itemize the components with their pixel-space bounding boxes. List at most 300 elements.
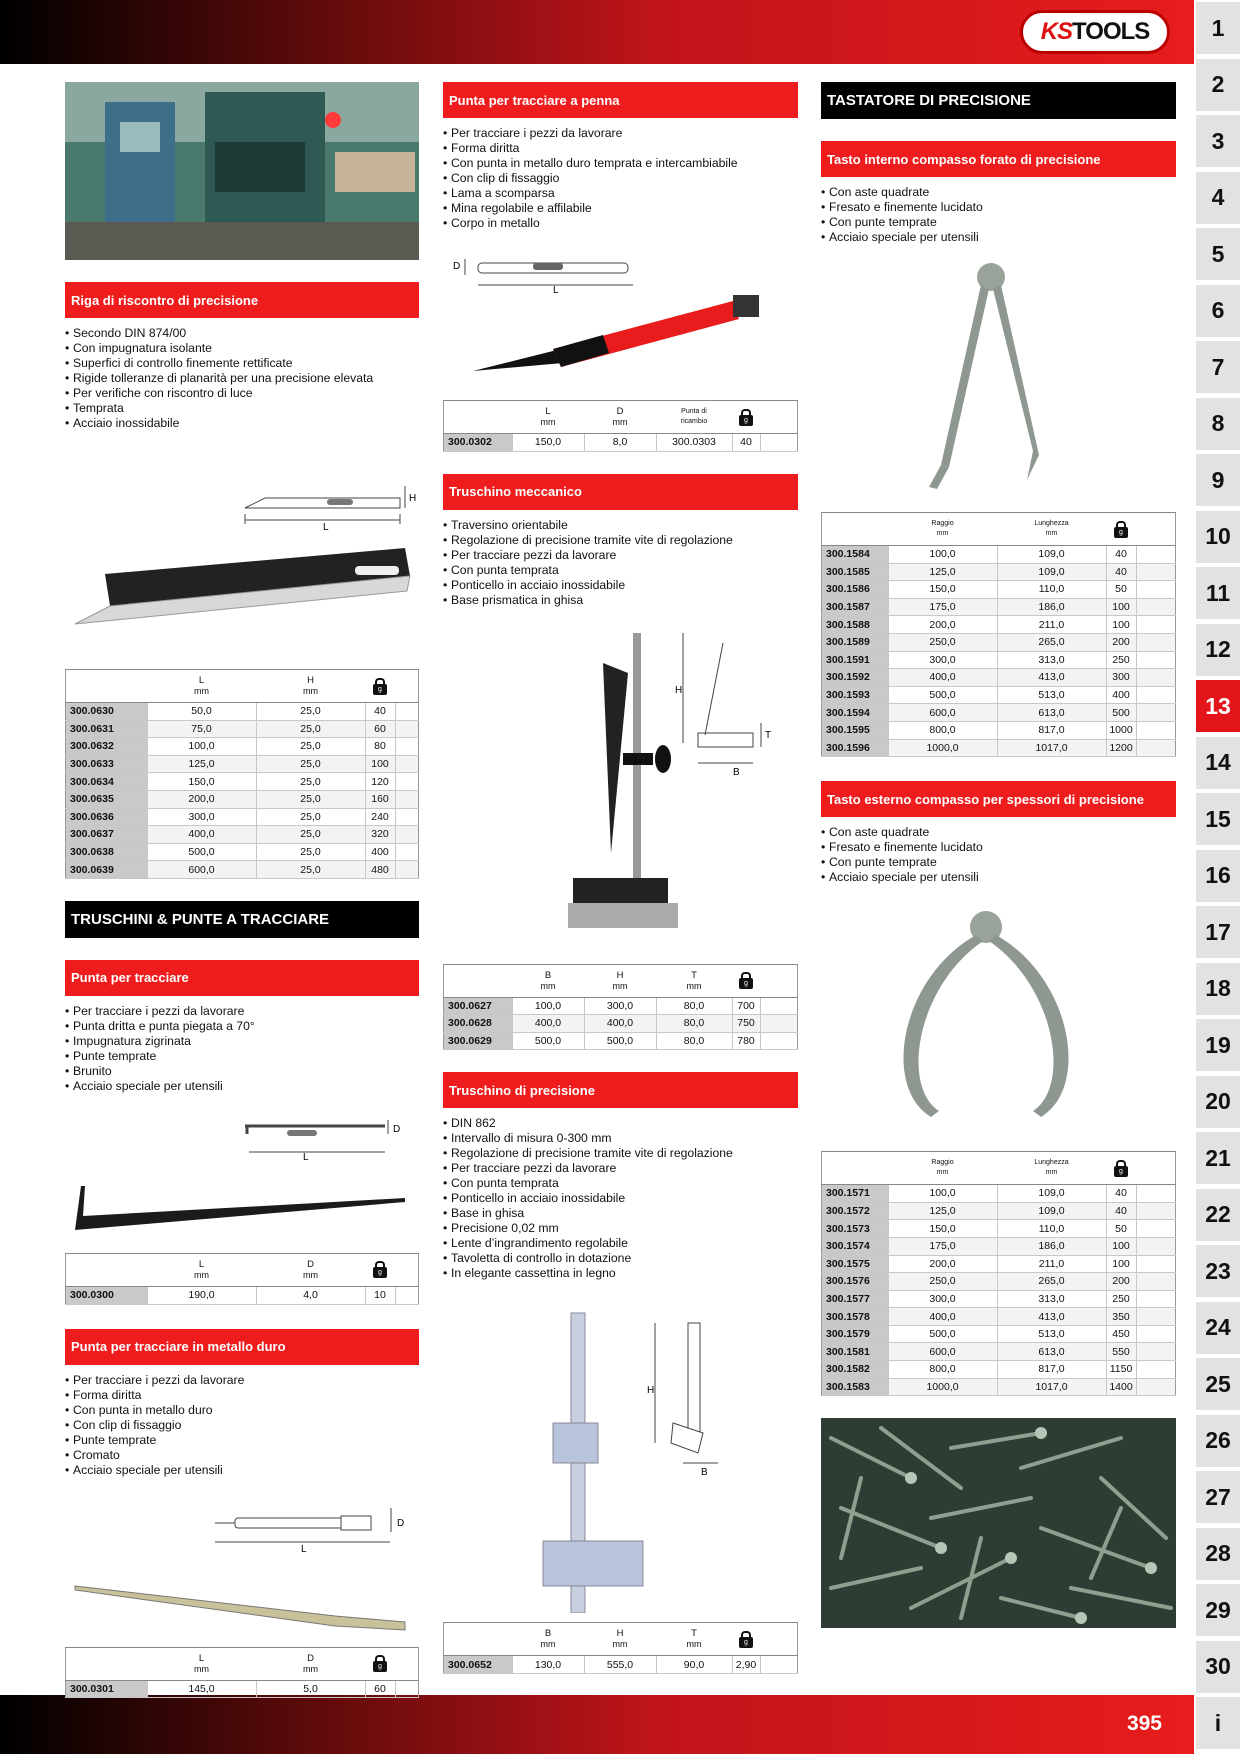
chapter-tab-22[interactable]: 22 <box>1196 1189 1240 1241</box>
table-row <box>822 1202 1176 1220</box>
table-cell: 613,0 <box>997 704 1106 722</box>
table-cell-empty <box>1136 721 1176 739</box>
table-cell: 145,0 <box>147 1680 256 1698</box>
table-cell: 300.0303 <box>656 434 732 452</box>
table-row <box>822 546 1176 564</box>
weight-icon: g <box>1114 521 1128 538</box>
feature-item: • Acciaio speciale per utensili <box>821 230 1176 245</box>
table-cell: 25,0 <box>256 808 365 826</box>
table-cell: 300 <box>1106 669 1136 687</box>
article-code: 300.1584 <box>822 546 889 564</box>
chapter-tab-10[interactable]: 10 <box>1196 511 1240 563</box>
section-header-precisione: Truschino di precisione <box>443 1072 798 1108</box>
esterno-feature-list <box>821 825 1176 885</box>
table-cell: 400 <box>365 843 395 861</box>
chapter-tab-i[interactable]: i <box>1196 1697 1240 1749</box>
table-cell-empty <box>1136 1220 1176 1238</box>
table-cell-empty <box>1136 546 1176 564</box>
precision-height-gauge-image <box>443 1293 798 1613</box>
chapter-tab-1[interactable]: 1 <box>1196 2 1240 54</box>
table-cell: 40 <box>365 703 395 721</box>
chapter-tab-18[interactable]: 18 <box>1196 963 1240 1015</box>
meccanico-feature-list <box>443 518 798 608</box>
table-row <box>822 1378 1176 1396</box>
chapter-tab-15[interactable]: 15 <box>1196 793 1240 845</box>
table-cell: 1000,0 <box>888 1378 997 1396</box>
table-cell: 450 <box>1106 1325 1136 1343</box>
table-cell: 109,0 <box>997 563 1106 581</box>
table-row <box>444 1656 798 1674</box>
esterno-spec-table: Raggio mm Lunghezza mm g 300.1571 100,0 109,0 40 300.1572 125,0 109,0 40 300.1573 150,0 110,0 50 300.1574 175,0 186,0 100 300.1575 200,0 211,0 100 300.1576 250,0 265,0 200 300.1577 300,0 313,0 250 300.1578 400,0 413,0 350 300.1579 500,0 513,0 450 300.1581 600,0 613,0 550 300.1582 800,0 817,0 1150 300.1583 1000,0 1017,0 1400 <box>821 1151 1176 1396</box>
table-cell: 200,0 <box>147 790 256 808</box>
feature-item: • Forma diritta <box>65 1388 419 1403</box>
ruler-dim-H: H <box>409 493 417 504</box>
table-cell: 109,0 <box>997 1202 1106 1220</box>
ks-tools-logo: KS TOOLS <box>1020 10 1170 54</box>
table-cell: 25,0 <box>256 843 365 861</box>
table-cell: 1150 <box>1106 1361 1136 1379</box>
feature-item: • Per tracciare pezzi da lavorare <box>443 1161 798 1176</box>
table-row <box>66 826 419 844</box>
feature-item: • Temprata <box>65 401 419 416</box>
table-cell-empty <box>1136 1361 1176 1379</box>
table-cell: 300,0 <box>888 1290 997 1308</box>
inside-caliper-image <box>821 255 1176 505</box>
table-cell: 40 <box>1106 563 1136 581</box>
table-cell-empty <box>395 1680 419 1698</box>
article-code: 300.0632 <box>66 738 148 756</box>
table-cell: 1400 <box>1106 1378 1136 1396</box>
table-row <box>822 721 1176 739</box>
article-code: 300.1587 <box>822 598 889 616</box>
table-cell-empty <box>395 861 419 879</box>
table-cell: 350 <box>1106 1308 1136 1326</box>
table-cell-empty <box>395 720 419 738</box>
table-cell-empty <box>1136 1185 1176 1203</box>
interno-spec-table: Raggio mm Lunghezza mm g 300.1584 100,0 109,0 40 300.1585 125,0 109,0 40 300.1586 150,0 110,0 50 300.1587 175,0 186,0 100 300.1588 200,0 211,0 100 300.1589 250,0 265,0 200 300.1591 300,0 313,0 250 300.1592 400,0 413,0 300 300.1593 500,0 513,0 400 300.1594 600,0 613,0 500 300.1595 800,0 817,0 1000 300.1596 1000,0 1017,0 1200 <box>821 512 1176 757</box>
article-code: 300.0638 <box>66 843 148 861</box>
table-cell: 40 <box>1106 1202 1136 1220</box>
feature-item: • Acciaio inossidabile <box>65 416 419 431</box>
table-cell: 817,0 <box>997 1361 1106 1379</box>
article-code: 300.1595 <box>822 721 889 739</box>
table-cell-empty <box>1136 739 1176 757</box>
table-cell-empty <box>1136 1255 1176 1273</box>
article-code: 300.1571 <box>822 1185 889 1203</box>
table-row <box>822 598 1176 616</box>
page-number: 395 <box>1126 1712 1162 1735</box>
table-cell: 40 <box>1106 546 1136 564</box>
feature-item: • Per tracciare i pezzi da lavorare <box>65 1004 419 1019</box>
chapter-tab-17[interactable]: 17 <box>1196 906 1240 958</box>
table-cell-empty <box>1136 1343 1176 1361</box>
punta-feature-list <box>65 1004 419 1094</box>
table-cell: 1017,0 <box>997 739 1106 757</box>
gauge-dim-T: T <box>765 729 772 741</box>
table-cell: 513,0 <box>997 686 1106 704</box>
article-code: 300.0300 <box>66 1286 148 1304</box>
feature-item: • Con aste quadrate <box>821 185 1176 200</box>
pen-dim-D: D <box>453 261 461 272</box>
feature-item: • Lente d’ingrandimento regolabile <box>443 1236 798 1251</box>
chapter-tab-5[interactable]: 5 <box>1196 228 1240 280</box>
table-row <box>822 1308 1176 1326</box>
feature-item: • Superfici di controllo finemente rettificate <box>65 356 419 371</box>
chapter-tab-12[interactable]: 12 <box>1196 624 1240 676</box>
article-code: 300.1593 <box>822 686 889 704</box>
table-cell: 40 <box>732 434 760 452</box>
section-header-punta: Punta per tracciare <box>65 960 419 996</box>
table-cell: 250,0 <box>888 633 997 651</box>
table-cell-empty <box>760 434 798 452</box>
table-cell: 300,0 <box>584 997 656 1015</box>
table-row <box>444 434 798 452</box>
table-cell: 400 <box>1106 686 1136 704</box>
feature-item: • Traversino orientabile <box>443 518 798 533</box>
table-cell: 80 <box>365 738 395 756</box>
feature-item: • Mina regolabile e affilabile <box>443 201 798 216</box>
section-title-truschini: TRUSCHINI & PUNTE A TRACCIARE <box>65 901 419 938</box>
feature-item: • Con impugnatura isolante <box>65 341 419 356</box>
table-cell: 413,0 <box>997 669 1106 687</box>
table-cell-empty <box>395 755 419 773</box>
chapter-tab-26[interactable]: 26 <box>1196 1415 1240 1467</box>
weight-icon: g <box>739 1631 753 1648</box>
table-cell: 513,0 <box>997 1325 1106 1343</box>
table-cell: 800,0 <box>888 721 997 739</box>
workshop-photo <box>65 82 419 260</box>
article-code: 300.1578 <box>822 1308 889 1326</box>
table-cell: 313,0 <box>997 1290 1106 1308</box>
feature-item: • Brunito <box>65 1064 419 1079</box>
article-code: 300.0637 <box>66 826 148 844</box>
table-cell: 5,0 <box>256 1680 365 1698</box>
table-cell-empty <box>1136 669 1176 687</box>
ruler-dim-L: L <box>323 522 329 533</box>
table-row <box>822 581 1176 599</box>
chapter-tab-30[interactable]: 30 <box>1196 1641 1240 1693</box>
table-cell-empty <box>1136 1290 1176 1308</box>
feature-item: • Con clip di fissaggio <box>443 171 798 186</box>
section-header-punta-md: Punta per tracciare in metallo duro <box>65 1329 419 1365</box>
table-row <box>822 1290 1176 1308</box>
table-cell: 550 <box>1106 1343 1136 1361</box>
chapter-tab-4[interactable]: 4 <box>1196 172 1240 224</box>
table-cell: 100 <box>1106 598 1136 616</box>
feature-item: • Con punta temprata <box>443 1176 798 1191</box>
table-row <box>822 1185 1176 1203</box>
table-cell-empty <box>395 738 419 756</box>
precision-dim-H: H <box>647 1385 655 1397</box>
chapter-tab-25[interactable]: 25 <box>1196 1358 1240 1410</box>
table-cell: 50 <box>1106 1220 1136 1238</box>
feature-item: • Tavoletta di controllo in dotazione <box>443 1251 798 1266</box>
table-cell: 750 <box>732 1015 760 1033</box>
page-footer-bar <box>0 1695 1194 1754</box>
table-row <box>66 843 419 861</box>
table-cell: 500,0 <box>512 1032 584 1050</box>
table-cell: 190,0 <box>147 1286 256 1304</box>
table-cell: 265,0 <box>997 633 1106 651</box>
table-cell: 10 <box>365 1286 395 1304</box>
article-code: 300.1591 <box>822 651 889 669</box>
feature-item: • Base prismatica in ghisa <box>443 593 798 608</box>
table-row <box>822 651 1176 669</box>
chapter-tab-27[interactable]: 27 <box>1196 1471 1240 1523</box>
chapter-tab-14[interactable]: 14 <box>1196 737 1240 789</box>
article-code: 300.0629 <box>444 1032 513 1050</box>
table-cell-empty <box>1136 686 1176 704</box>
chapter-tab-21[interactable]: 21 <box>1196 1132 1240 1184</box>
feature-item: • Fresato e finemente lucidato <box>821 200 1176 215</box>
table-row <box>66 861 419 879</box>
feature-item: • Forma diritta <box>443 141 798 156</box>
table-cell: 60 <box>365 1680 395 1698</box>
table-row <box>822 563 1176 581</box>
table-cell-empty <box>395 790 419 808</box>
table-cell-empty <box>760 1032 798 1050</box>
table-row <box>66 1680 419 1698</box>
feature-item: • Con punte temprate <box>821 215 1176 230</box>
chapter-tab-19[interactable]: 19 <box>1196 1019 1240 1071</box>
table-cell: 1200 <box>1106 739 1136 757</box>
precision-dim-B: B <box>701 1467 708 1479</box>
table-cell: 125,0 <box>147 755 256 773</box>
feature-item: • Con punta in metallo duro temprata e intercambiabile <box>443 156 798 171</box>
pen-scriber-image <box>443 241 798 391</box>
weight-icon: g <box>373 1261 387 1278</box>
table-cell: 613,0 <box>997 1343 1106 1361</box>
column-3 <box>821 82 1176 1633</box>
punta-spec-table: L mm D mm g 300.0300 190,0 4,0 10 <box>65 1253 419 1305</box>
weight-icon: g <box>739 972 753 989</box>
table-cell-empty <box>1136 563 1176 581</box>
article-code: 300.0633 <box>66 755 148 773</box>
table-cell: 150,0 <box>888 1220 997 1238</box>
table-cell-empty <box>1136 633 1176 651</box>
table-cell: 25,0 <box>256 773 365 791</box>
chapter-tab-28[interactable]: 28 <box>1196 1528 1240 1580</box>
table-cell: 200,0 <box>888 1255 997 1273</box>
article-code: 300.1576 <box>822 1273 889 1291</box>
interno-feature-list <box>821 185 1176 245</box>
table-cell: 400,0 <box>147 826 256 844</box>
chapter-tab-6[interactable]: 6 <box>1196 285 1240 337</box>
table-cell: 1000 <box>1106 721 1136 739</box>
table-row <box>66 720 419 738</box>
feature-item: • Regolazione di precisione tramite vite di regolazione <box>443 533 798 548</box>
table-cell-empty <box>395 808 419 826</box>
article-code: 300.0636 <box>66 808 148 826</box>
article-code: 300.1581 <box>822 1343 889 1361</box>
chapter-tab-16[interactable]: 16 <box>1196 850 1240 902</box>
section-header-interno: Tasto interno compasso forato di precisione <box>821 141 1176 177</box>
section-header-esterno: Tasto esterno compasso per spessori di precisione <box>821 781 1176 817</box>
table-cell: 250 <box>1106 651 1136 669</box>
chapter-tab-11[interactable]: 11 <box>1196 567 1240 619</box>
table-cell: 60 <box>365 720 395 738</box>
table-cell-empty <box>1136 581 1176 599</box>
table-cell: 109,0 <box>997 1185 1106 1203</box>
article-code: 300.0652 <box>444 1656 513 1674</box>
table-cell-empty <box>760 1656 798 1674</box>
table-cell: 200,0 <box>888 616 997 634</box>
article-code: 300.0302 <box>444 434 513 452</box>
table-cell-empty <box>1136 704 1176 722</box>
carbide-scriber-image <box>65 1498 419 1638</box>
penna-feature-list <box>443 126 798 231</box>
table-cell-empty <box>1136 651 1176 669</box>
table-cell: 200 <box>1106 633 1136 651</box>
calipers-pile-photo <box>821 1418 1176 1628</box>
table-cell-empty <box>1136 1378 1176 1396</box>
chapter-tab-20[interactable]: 20 <box>1196 1076 1240 1128</box>
table-row <box>444 1032 798 1050</box>
table-cell: 100,0 <box>888 1185 997 1203</box>
table-cell: 150,0 <box>147 773 256 791</box>
chapter-tab-7[interactable]: 7 <box>1196 341 1240 393</box>
chapter-tab-24[interactable]: 24 <box>1196 1302 1240 1354</box>
table-cell: 211,0 <box>997 616 1106 634</box>
riga-spec-table: L mm H mm g 300.0630 50,0 25,0 40 300.0631 75,0 25,0 60 300.0632 100,0 25,0 80 300.0633 125,0 25,0 100 300.0634 150,0 25,0 120 300.0635 200,0 25,0 160 300.0636 300,0 25,0 240 300.0637 400,0 25,0 320 300.0638 500,0 25,0 400 300.0639 600,0 25,0 480 <box>65 669 419 879</box>
table-row <box>822 1343 1176 1361</box>
feature-item: • Punta dritta e punta piegata a 70° <box>65 1019 419 1034</box>
table-cell: 109,0 <box>997 546 1106 564</box>
table-cell: 125,0 <box>888 563 997 581</box>
table-cell: 400,0 <box>888 669 997 687</box>
table-cell: 400,0 <box>512 1015 584 1033</box>
table-row <box>822 1220 1176 1238</box>
table-cell: 25,0 <box>256 720 365 738</box>
article-code: 300.1574 <box>822 1237 889 1255</box>
table-cell: 250 <box>1106 1290 1136 1308</box>
table-cell: 555,0 <box>584 1656 656 1674</box>
feature-item: • Con aste quadrate <box>821 825 1176 840</box>
feature-item: • Con punta temprata <box>443 563 798 578</box>
chapter-tab-3[interactable]: 3 <box>1196 115 1240 167</box>
feature-item: • Base in ghisa <box>443 1206 798 1221</box>
feature-item: • Ponticello in acciaio inossidabile <box>443 578 798 593</box>
table-cell: 80,0 <box>656 997 732 1015</box>
table-cell: 100 <box>365 755 395 773</box>
feature-item: • Per tracciare i pezzi da lavorare <box>443 126 798 141</box>
table-cell: 100,0 <box>888 546 997 564</box>
feature-item: • Punte temprate <box>65 1049 419 1064</box>
chapter-tab-9[interactable]: 9 <box>1196 454 1240 506</box>
table-row <box>444 1015 798 1033</box>
scriber-dim-D: D <box>393 1123 401 1135</box>
chapter-tab-8[interactable]: 8 <box>1196 398 1240 450</box>
article-code: 300.1586 <box>822 581 889 599</box>
table-cell: 817,0 <box>997 721 1106 739</box>
table-row <box>822 1361 1176 1379</box>
table-row <box>822 1325 1176 1343</box>
feature-item: • Impugnatura zigrinata <box>65 1034 419 1049</box>
carbide-dim-L: L <box>301 1543 307 1555</box>
chapter-tab-29[interactable]: 29 <box>1196 1584 1240 1636</box>
punta-md-feature-list <box>65 1373 419 1478</box>
weight-icon: g <box>1114 1160 1128 1177</box>
section-header-penna: Punta per tracciare a penna <box>443 82 798 118</box>
article-code: 300.1592 <box>822 669 889 687</box>
table-cell-empty <box>1136 616 1176 634</box>
feature-item: • Con punte temprate <box>821 855 1176 870</box>
feature-item: • Regolazione di precisione tramite vite di regolazione <box>443 1146 798 1161</box>
feature-item: • Intervallo di misura 0-300 mm <box>443 1131 798 1146</box>
table-cell-empty <box>1136 1273 1176 1291</box>
article-code: 300.1582 <box>822 1361 889 1379</box>
table-cell: 4,0 <box>256 1286 365 1304</box>
article-code: 300.0628 <box>444 1015 513 1033</box>
scriber-product-image <box>65 1112 419 1242</box>
table-row <box>822 1255 1176 1273</box>
gauge-dim-B: B <box>733 766 740 778</box>
table-cell-empty <box>395 1286 419 1304</box>
article-code: 300.1594 <box>822 704 889 722</box>
table-cell: 110,0 <box>997 1220 1106 1238</box>
feature-item: • Con punta in metallo duro <box>65 1403 419 1418</box>
chapter-tab-2[interactable]: 2 <box>1196 59 1240 111</box>
table-cell-empty <box>760 997 798 1015</box>
table-cell: 25,0 <box>256 861 365 879</box>
table-cell: 175,0 <box>888 598 997 616</box>
table-cell: 500,0 <box>888 1325 997 1343</box>
table-cell: 8,0 <box>584 434 656 452</box>
table-cell: 25,0 <box>256 738 365 756</box>
article-code: 300.1589 <box>822 633 889 651</box>
table-cell: 300,0 <box>888 651 997 669</box>
table-cell: 110,0 <box>997 581 1106 599</box>
table-cell: 186,0 <box>997 1237 1106 1255</box>
table-cell-empty <box>1136 598 1176 616</box>
feature-item: • Rigide tolleranze di planarità per una precisione elevata <box>65 371 419 386</box>
weight-icon: g <box>739 409 753 426</box>
table-row <box>822 616 1176 634</box>
article-code: 300.0639 <box>66 861 148 879</box>
feature-item: • Acciaio speciale per utensili <box>821 870 1176 885</box>
table-row <box>822 633 1176 651</box>
meccanico-spec-table: B mm H mm T mm g 300.0627 100,0 300,0 80,0 700 300.0628 400,0 400,0 80,0 750 300.0629 500,0 500,0 80,0 780 <box>443 964 798 1051</box>
table-cell: 600,0 <box>147 861 256 879</box>
table-row <box>822 1237 1176 1255</box>
table-cell: 250,0 <box>888 1273 997 1291</box>
table-cell: 265,0 <box>997 1273 1106 1291</box>
table-cell-empty <box>395 843 419 861</box>
table-cell: 700 <box>732 997 760 1015</box>
article-code: 300.1573 <box>822 1220 889 1238</box>
feature-item: • Ponticello in acciaio inossidabile <box>443 1191 798 1206</box>
chapter-tab-23[interactable]: 23 <box>1196 1245 1240 1297</box>
feature-item: • Precisione 0,02 mm <box>443 1221 798 1236</box>
article-code: 300.1596 <box>822 739 889 757</box>
chapter-tabs <box>1196 0 1240 1754</box>
chapter-tab-13[interactable]: 13 <box>1196 680 1240 732</box>
section-header-riga: Riga di riscontro di precisione <box>65 282 419 318</box>
table-cell: 90,0 <box>656 1656 732 1674</box>
table-cell: 80,0 <box>656 1015 732 1033</box>
ruler-product-image <box>65 456 419 656</box>
table-cell: 25,0 <box>256 790 365 808</box>
table-row <box>66 790 419 808</box>
table-cell: 500,0 <box>888 686 997 704</box>
table-cell: 2,90 <box>732 1656 760 1674</box>
weight-icon: g <box>373 678 387 695</box>
mechanical-height-gauge-image <box>443 623 798 953</box>
feature-item: • Per verifiche con riscontro di luce <box>65 386 419 401</box>
pen-dim-L: L <box>553 285 559 296</box>
feature-item: • Cromato <box>65 1448 419 1463</box>
feature-item: • Acciaio speciale per utensili <box>65 1079 419 1094</box>
